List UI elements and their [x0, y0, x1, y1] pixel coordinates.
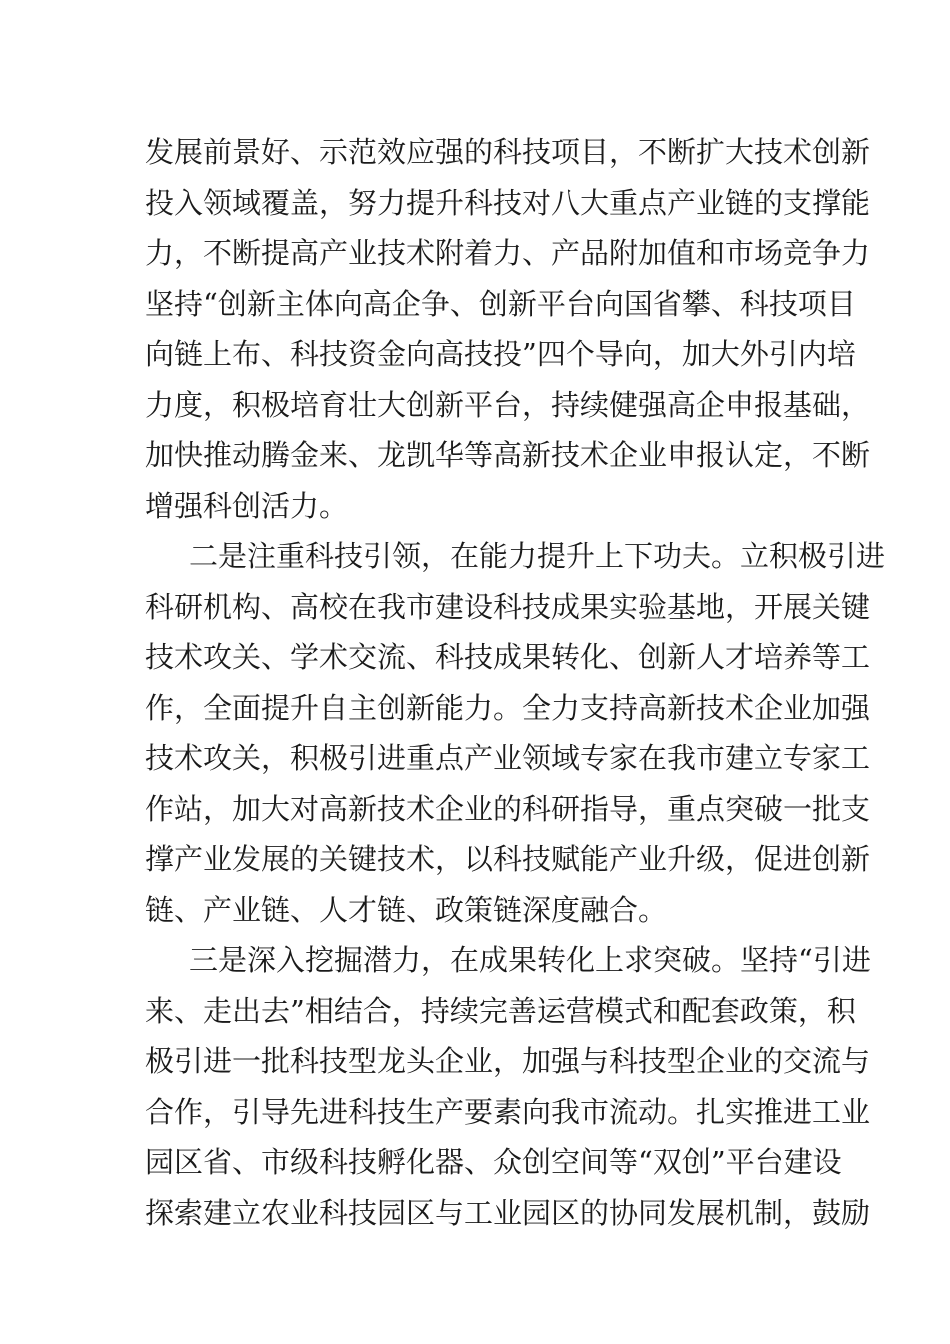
text-line: 科研机构、高校在我市建设科技成果实验基地，开展关键 [145, 589, 871, 624]
text-line: 来、走出去”相结合，持续完善运营模式和配套政策，积 [145, 993, 856, 1028]
text-line: 增强科创活力。 [145, 488, 349, 523]
text-line: 探索建立农业科技园区与工业园区的协同发展机制，鼓励 [145, 1195, 871, 1230]
text-line: 技术攻关，积极引进重点产业领域专家在我市建立专家工 [145, 741, 871, 775]
text-line: 坚持“创新主体向高企争、创新平台向国省攀、科技项目 [145, 286, 856, 321]
text-line: 作站，加大对高新技术企业的科研指导，重点突破一批支 [145, 791, 871, 826]
text-line: 力度，积极培育壮大创新平台，持续健强高企申报基础， [145, 387, 871, 422]
body-text [145, 127, 886, 1238]
text-line: 向链上布、科技资金向高技投”四个导向，加大外引内培 [145, 337, 856, 371]
text-line: 撑产业发展的关键技术，以科技赋能产业升级，促进创新 [145, 842, 871, 876]
paragraph-start-line: 二是注重科技引领，在能力提升上下功夫。立积极引进 [189, 539, 886, 573]
paragraph-start-line: 三是深入挖掘潜力，在成果转化上求突破。坚持“引进 [189, 943, 871, 977]
text-line: 作，全面提升自主创新能力。全力支持高新技术企业加强 [145, 690, 871, 725]
text-line: 力，不断提高产业技术附着力、产品附加值和市场竞争力 [145, 236, 871, 270]
text-line: 投入领域覆盖，努力提升科技对八大重点产业链的支撑能 [145, 185, 871, 220]
text-line: 加快推动腾金来、龙凯华等高新技术企业申报认定，不断 [145, 438, 871, 472]
text-line: 合作，引导先进科技生产要素向我市流动。扎实推进工业 [145, 1094, 871, 1129]
text-line: 园区省、市级科技孵化器、众创空间等“双创”平台建设 [145, 1145, 842, 1179]
text-line: 发展前景好、示范效应强的科技项目，不断扩大技术创新 [145, 135, 871, 169]
text-line: 技术攻关、学术交流、科技成果转化、创新人才培养等工 [145, 640, 871, 674]
text-line: 链、产业链、人才链、政策链深度融合。 [145, 892, 668, 927]
text-line: 极引进一批科技型龙头企业，加强与科技型企业的交流与 [145, 1044, 871, 1078]
